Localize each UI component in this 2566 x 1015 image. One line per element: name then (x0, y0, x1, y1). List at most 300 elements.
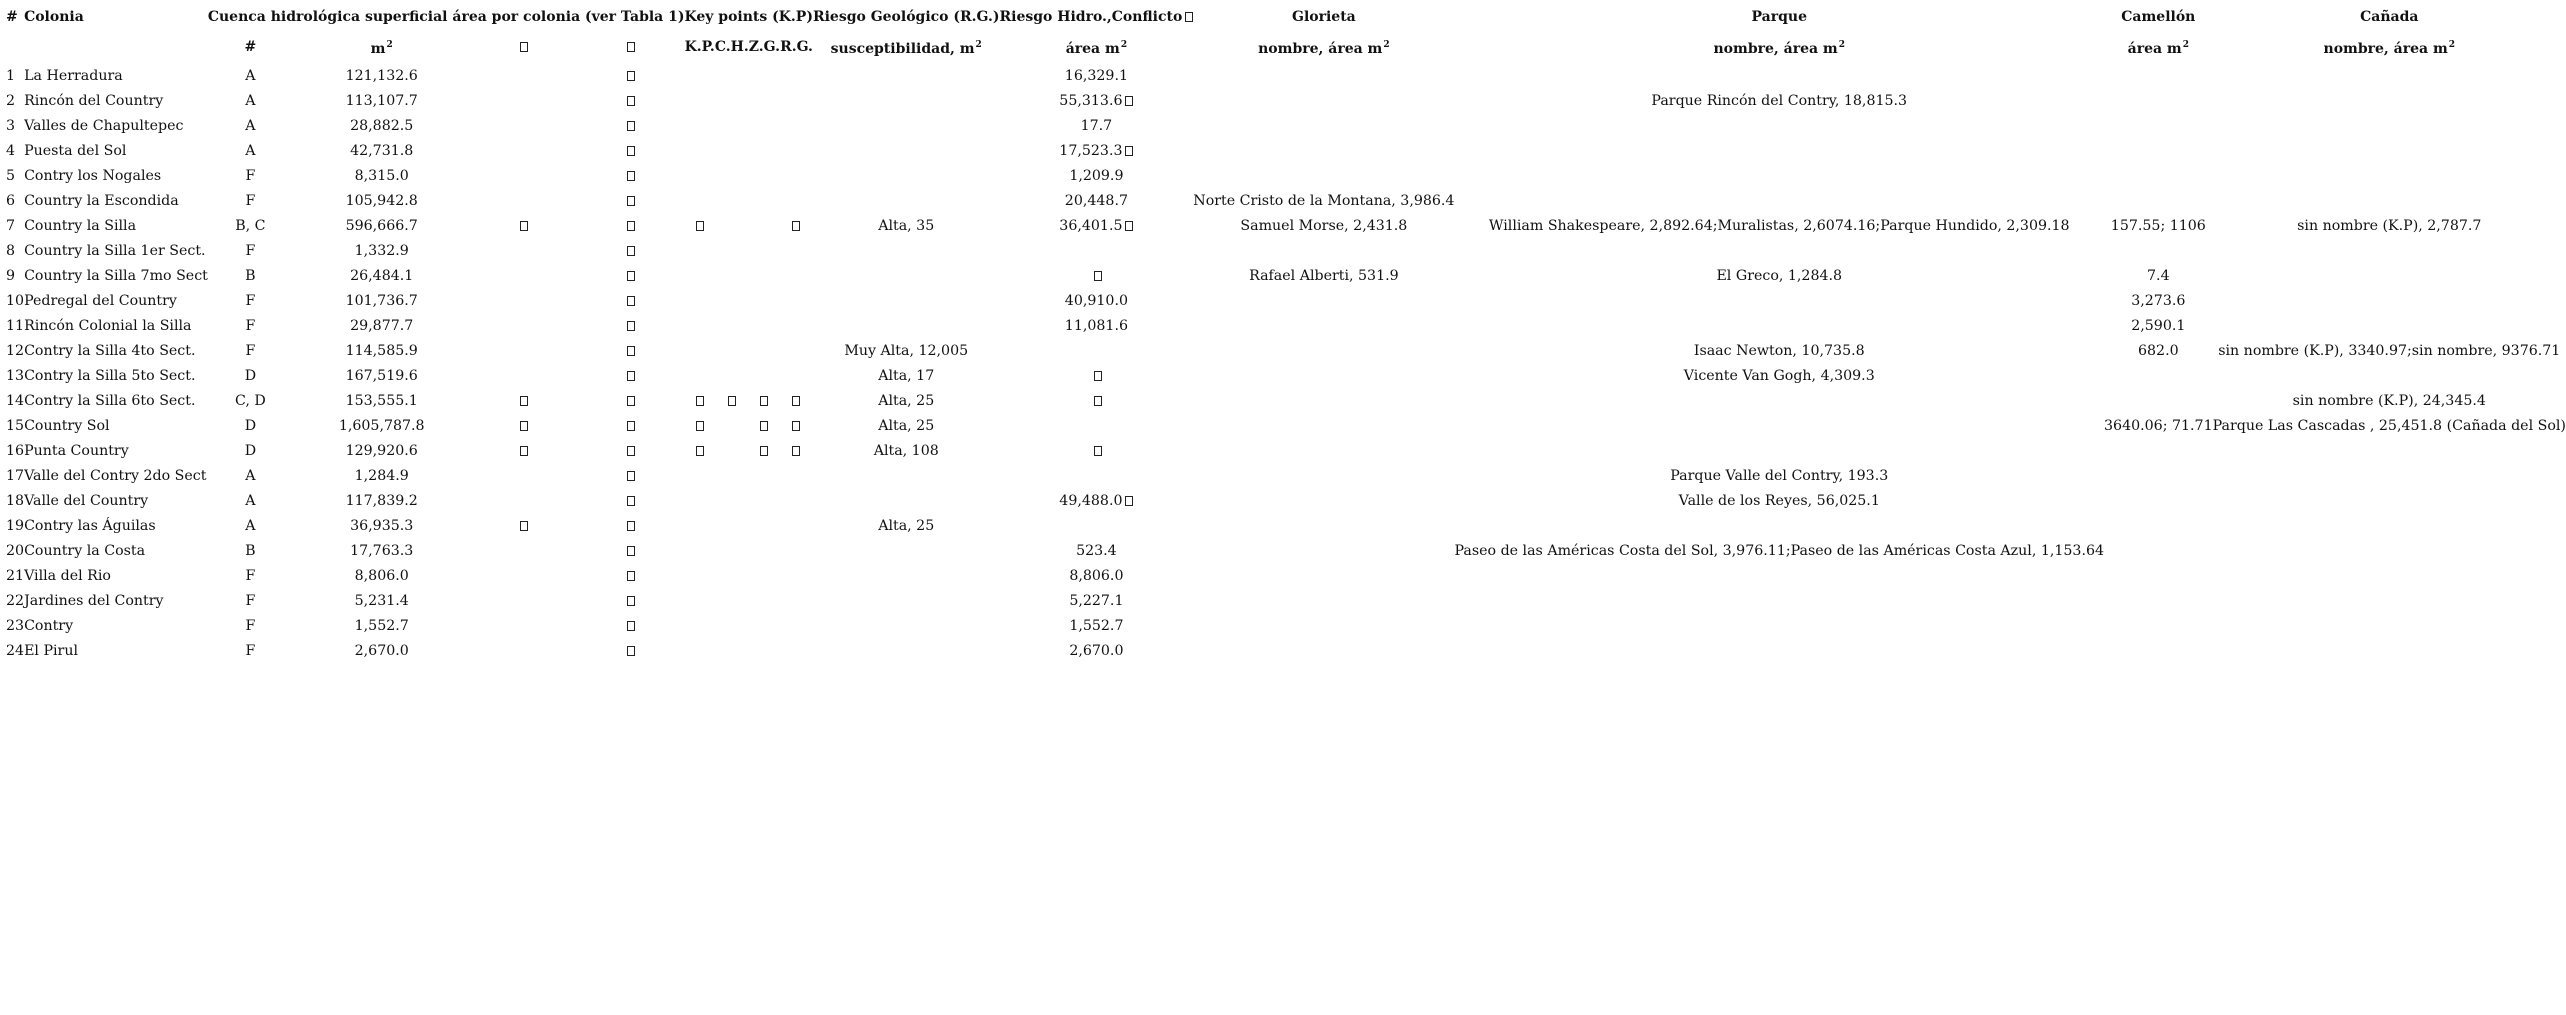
kp-box (685, 589, 715, 614)
cuenca-box-2 (577, 464, 684, 489)
camellon (2104, 189, 2213, 214)
rg-box (780, 639, 813, 664)
riesgo-geologico (813, 139, 1000, 164)
cuenca-box-2 (577, 414, 684, 439)
camellon (2104, 239, 2213, 264)
header-riesgo-hidro (1000, 4, 1194, 30)
cuenca-code: F (245, 568, 256, 584)
cuenca-area: 114,585.9 (345, 343, 418, 359)
checkbox-glyph (520, 221, 528, 231)
checkbox-glyph (627, 596, 635, 606)
colonia-name: Pedregal del Country (24, 293, 177, 309)
camellon (2104, 514, 2213, 539)
kp-box (685, 614, 715, 639)
ch-box (715, 439, 749, 464)
riesgo-hidro (1000, 189, 1194, 214)
checkbox-glyph (627, 246, 635, 256)
subheader-area-hidro (1000, 30, 1194, 64)
cuenca-box-2 (577, 614, 684, 639)
row-number: 16 (6, 443, 25, 459)
kp-box (685, 464, 715, 489)
unit-label: área m (1065, 41, 1120, 57)
cuenca-area: 29,877.7 (350, 318, 414, 334)
colonia-name: Country la Costa (24, 543, 146, 559)
rg-box (780, 64, 813, 89)
canada (2213, 564, 2566, 589)
ch-box (715, 339, 749, 364)
kp-box (685, 89, 715, 114)
cuenca-code: F (245, 618, 256, 634)
cuenca-area: 105,942.8 (345, 193, 418, 209)
riesgo-geologico (813, 289, 1000, 314)
checkbox-glyph (760, 446, 768, 456)
camellon (2104, 89, 2213, 114)
glorieta (1193, 589, 1454, 614)
cuenca-box-1 (470, 339, 577, 364)
cuenca-code: F (245, 193, 256, 209)
riesgo-geologico: Alta, 35 (878, 218, 935, 234)
cuenca-box-1 (470, 589, 577, 614)
checkbox-glyph (627, 521, 635, 531)
checkbox-glyph (792, 446, 800, 456)
riesgo-hidro (1000, 614, 1194, 639)
row-number: 19 (6, 518, 25, 534)
cuenca-area: 1,332.9 (354, 243, 409, 259)
subheader-parque-nombre (1454, 30, 2104, 64)
subheader-rg: R.G. (780, 39, 813, 55)
parque: El Greco, 1,284.8 (1716, 268, 1843, 284)
colonia-name: Valle del Contry 2do Sect (24, 468, 207, 484)
rg-box (780, 289, 813, 314)
riesgo-hidro (1000, 439, 1194, 464)
riesgo-hidro (1000, 339, 1194, 364)
rg-box (780, 364, 813, 389)
glorieta: Samuel Morse, 2,431.8 (1240, 218, 1408, 234)
cuenca-area: 8,315.0 (354, 168, 409, 184)
cuenca-code: D (244, 418, 257, 434)
riesgo-hidro-value: 49,488.0 (1059, 493, 1123, 509)
kp-box (685, 214, 715, 239)
zg-box (749, 314, 780, 339)
riesgo-hidro (1000, 364, 1194, 389)
checkbox-glyph (627, 571, 635, 581)
header-cuenca: Cuenca hidrológica superficial área por colonia (ver Tabla 1) (207, 9, 685, 25)
zg-box (749, 289, 780, 314)
glorieta (1193, 64, 1454, 89)
row-number: 13 (6, 368, 25, 384)
camellon: 3,273.6 (2131, 293, 2186, 309)
checkbox-glyph (627, 96, 635, 106)
canada (2213, 89, 2566, 114)
cuenca-box-1 (470, 139, 577, 164)
riesgo-hidro (1000, 64, 1194, 89)
ch-box (715, 514, 749, 539)
row-number: 17 (6, 468, 25, 484)
checkbox-glyph (1125, 96, 1133, 106)
colonia-name: El Pirul (24, 643, 79, 659)
cuenca-box-2 (577, 339, 684, 364)
ch-box (715, 364, 749, 389)
glorieta (1193, 489, 1454, 514)
cuenca-box-1 (470, 514, 577, 539)
row-number: 21 (6, 568, 25, 584)
table-row (6, 364, 2566, 389)
rg-box (780, 239, 813, 264)
riesgo-hidro (1000, 589, 1194, 614)
ch-box (715, 89, 749, 114)
unit-exponent: 2 (2182, 40, 2190, 50)
camellon: 7.4 (2147, 268, 2170, 284)
camellon: 3640.06; 71.71 (2104, 418, 2213, 434)
cuenca-area: 153,555.1 (345, 393, 418, 409)
cuenca-code: A (245, 468, 256, 484)
zg-box (749, 364, 780, 389)
riesgo-geologico: Alta, 25 (878, 418, 935, 434)
checkbox-glyph (728, 396, 736, 406)
subheader-cuenca-num: # (244, 39, 257, 55)
cuenca-box-1 (470, 64, 577, 89)
camellon (2104, 439, 2213, 464)
row-number: 14 (6, 393, 25, 409)
ch-box (715, 314, 749, 339)
zg-box (749, 389, 780, 414)
kp-box (685, 164, 715, 189)
riesgo-hidro-value: 11,081.6 (1064, 318, 1128, 334)
glorieta (1193, 314, 1454, 339)
riesgo-hidro-value: 1,552.7 (1069, 618, 1124, 634)
parque (1454, 564, 2104, 589)
camellon (2104, 164, 2213, 189)
header-row (6, 4, 2566, 30)
rg-box (780, 164, 813, 189)
table-row (6, 139, 2566, 164)
riesgo-geologico (813, 314, 1000, 339)
ch-box (715, 164, 749, 189)
cuenca-area: 8,806.0 (354, 568, 409, 584)
glorieta (1193, 539, 1454, 564)
unit-exponent: 2 (386, 40, 393, 50)
row-number: 20 (6, 543, 25, 559)
colonia-name: Country la Silla 1er Sect. (24, 243, 206, 259)
cuenca-code: D (244, 443, 257, 459)
camellon (2104, 564, 2213, 589)
riesgo-geologico (813, 164, 1000, 189)
subheader-camellon-area (2104, 30, 2213, 64)
cuenca-box-1 (470, 464, 577, 489)
ch-box (715, 539, 749, 564)
checkbox-glyph (792, 221, 800, 231)
header-canada: Cañada (2360, 9, 2419, 25)
riesgo-geologico (813, 64, 1000, 89)
cuenca-box-1 (470, 214, 577, 239)
table-row (6, 514, 2566, 539)
unit-label: susceptibilidad, m (830, 41, 975, 57)
rg-box (780, 589, 813, 614)
colonia-name: Contry (24, 618, 74, 634)
cuenca-box-1 (470, 264, 577, 289)
riesgo-geologico: Muy Alta, 12,005 (844, 343, 969, 359)
checkbox-glyph (1094, 446, 1102, 456)
cuenca-box-2 (577, 139, 684, 164)
riesgo-geologico: Alta, 25 (878, 518, 935, 534)
table-row (6, 64, 2566, 89)
header-camellon: Camellón (2121, 9, 2196, 25)
colonia-name: Contry las Águilas (24, 518, 156, 534)
zg-box (749, 264, 780, 289)
colonia-name: La Herradura (24, 68, 123, 84)
colonia-name: Rincón Colonial la Silla (24, 318, 192, 334)
cuenca-box-2 (577, 114, 684, 139)
zg-box (749, 589, 780, 614)
colonia-name: Contry la Silla 4to Sect. (24, 343, 196, 359)
zg-box (749, 189, 780, 214)
zg-box (749, 539, 780, 564)
colonias-table (6, 4, 2566, 664)
canada (2213, 314, 2566, 339)
checkbox-glyph (520, 42, 528, 52)
riesgo-hidro (1000, 539, 1194, 564)
canada (2213, 439, 2566, 464)
riesgo-hidro-value: 36,401.5 (1059, 218, 1123, 234)
colonia-name: Jardines del Contry (24, 593, 164, 609)
cuenca-area: 1,605,787.8 (338, 418, 425, 434)
table-row (6, 239, 2566, 264)
row-number: 9 (6, 268, 16, 284)
ch-box (715, 64, 749, 89)
glorieta (1193, 414, 1454, 439)
cuenca-box-2 (577, 264, 684, 289)
checkbox-glyph (627, 546, 635, 556)
cuenca-box-2 (577, 639, 684, 664)
glorieta (1193, 339, 1454, 364)
rg-box (780, 464, 813, 489)
cuenca-box-1 (470, 239, 577, 264)
cuenca-box-1 (470, 114, 577, 139)
table-row (6, 314, 2566, 339)
cuenca-box-2 (577, 314, 684, 339)
canada (2213, 514, 2566, 539)
cuenca-code: F (245, 343, 256, 359)
glorieta (1193, 239, 1454, 264)
rg-box (780, 314, 813, 339)
camellon (2104, 389, 2213, 414)
rg-box (780, 139, 813, 164)
parque (1454, 239, 2104, 264)
row-number: 11 (6, 318, 25, 334)
cuenca-box-1 (470, 639, 577, 664)
checkbox-glyph (696, 396, 704, 406)
camellon (2104, 64, 2213, 89)
riesgo-hidro (1000, 239, 1194, 264)
colonia-name: Valles de Chapultepec (24, 118, 184, 134)
glorieta (1193, 89, 1454, 114)
zg-box (749, 514, 780, 539)
kp-box (685, 389, 715, 414)
kp-box (685, 439, 715, 464)
checkbox-glyph (1125, 221, 1133, 231)
ch-box (715, 264, 749, 289)
riesgo-hidro (1000, 89, 1194, 114)
checkbox-glyph (627, 271, 635, 281)
ch-box (715, 639, 749, 664)
cuenca-code: F (245, 243, 256, 259)
table-row (6, 114, 2566, 139)
row-number: 6 (6, 193, 16, 209)
ch-box (715, 489, 749, 514)
riesgo-geologico (813, 114, 1000, 139)
cuenca-area: 113,107.7 (345, 93, 418, 109)
subheader-glorieta-nombre (1193, 30, 1454, 64)
checkbox-glyph (1094, 396, 1102, 406)
cuenca-code: A (245, 518, 256, 534)
ch-box (715, 214, 749, 239)
subheader-row (6, 30, 2566, 64)
rg-box (780, 189, 813, 214)
table-row (6, 189, 2566, 214)
camellon (2104, 614, 2213, 639)
unit-label: nombre, área m (2323, 41, 2448, 57)
cuenca-box-2 (577, 564, 684, 589)
kp-box (685, 364, 715, 389)
kp-box (685, 189, 715, 214)
row-number: 7 (6, 218, 16, 234)
cuenca-box-2 (577, 214, 684, 239)
cuenca-box-1 (470, 89, 577, 114)
colonia-name: Puesta del Sol (24, 143, 127, 159)
cuenca-code: F (245, 593, 256, 609)
canada (2213, 464, 2566, 489)
cuenca-box-1 (470, 614, 577, 639)
camellon (2104, 639, 2213, 664)
cuenca-box-2 (577, 189, 684, 214)
zg-box (749, 464, 780, 489)
ch-box (715, 414, 749, 439)
camellon: 157.55; 1106 (2110, 218, 2206, 234)
riesgo-geologico (813, 639, 1000, 664)
glorieta (1193, 464, 1454, 489)
colonia-name: Rincón del Country (24, 93, 164, 109)
cuenca-area: 2,670.0 (354, 643, 409, 659)
cuenca-code: B (245, 268, 256, 284)
riesgo-geologico (813, 614, 1000, 639)
riesgo-hidro (1000, 264, 1194, 289)
table-row (6, 339, 2566, 364)
cuenca-box-1 (470, 539, 577, 564)
parque (1454, 589, 2104, 614)
parque (1454, 289, 2104, 314)
rg-box (780, 214, 813, 239)
parque: Vicente Van Gogh, 4,309.3 (1683, 368, 1875, 384)
kp-box (685, 114, 715, 139)
kp-box (685, 564, 715, 589)
riesgo-hidro (1000, 314, 1194, 339)
checkbox-glyph (1125, 496, 1133, 506)
cuenca-box-2 (577, 239, 684, 264)
header-key-points: Key points (K.P) (684, 9, 813, 25)
parque (1454, 614, 2104, 639)
cuenca-box-2 (577, 589, 684, 614)
unit-exponent: 2 (1838, 40, 1846, 50)
parque: Valle de los Reyes, 56,025.1 (1678, 493, 1880, 509)
canada (2213, 164, 2566, 189)
colonia-name: Contry los Nogales (24, 168, 162, 184)
riesgo-hidro (1000, 114, 1194, 139)
canada (2213, 614, 2566, 639)
row-number: 22 (6, 593, 25, 609)
header-parque: Parque (1751, 9, 1807, 25)
rg-box (780, 339, 813, 364)
cuenca-code: D (244, 368, 257, 384)
camellon (2104, 589, 2213, 614)
kp-box (685, 514, 715, 539)
riesgo-hidro (1000, 639, 1194, 664)
cuenca-code: F (245, 318, 256, 334)
checkbox-glyph (520, 396, 528, 406)
zg-box (749, 89, 780, 114)
rg-box (780, 489, 813, 514)
kp-box (685, 64, 715, 89)
checkbox-glyph (627, 321, 635, 331)
row-number: 5 (6, 168, 16, 184)
subheader-kp: K.P. (684, 39, 715, 55)
kp-box (685, 339, 715, 364)
checkbox-glyph (627, 42, 635, 52)
checkbox-glyph (627, 346, 635, 356)
riesgo-hidro (1000, 289, 1194, 314)
canada (2213, 264, 2566, 289)
glorieta (1193, 639, 1454, 664)
checkbox-glyph (627, 421, 635, 431)
canada: sin nombre (K.P), 24,345.4 (2292, 393, 2486, 409)
unit-label: m (370, 41, 386, 57)
cuenca-box-1 (470, 439, 577, 464)
rg-box (780, 414, 813, 439)
cuenca-box-2 (577, 164, 684, 189)
checkbox-glyph (1125, 146, 1133, 156)
cuenca-area: 42,731.8 (350, 143, 414, 159)
parque (1454, 439, 2104, 464)
table-row (6, 589, 2566, 614)
riesgo-hidro-value: 5,227.1 (1069, 593, 1124, 609)
colonia-name: Contry la Silla 6to Sect. (24, 393, 196, 409)
header-colonia: Colonia (24, 9, 84, 25)
riesgo-hidro (1000, 464, 1194, 489)
cuenca-area: 101,736.7 (345, 293, 418, 309)
camellon: 682.0 (2138, 343, 2179, 359)
canada: sin nombre (K.P), 2,787.7 (2297, 218, 2482, 234)
kp-box (685, 289, 715, 314)
canada (2213, 239, 2566, 264)
zg-box (749, 239, 780, 264)
camellon (2104, 139, 2213, 164)
parque: William Shakespeare, 2,892.64;Muralistas, 2,6074.16;Parque Hundido, 2,309.18 (1488, 218, 2070, 234)
cuenca-area: 28,882.5 (350, 118, 414, 134)
ch-box (715, 289, 749, 314)
zg-box (749, 64, 780, 89)
kp-box (685, 264, 715, 289)
checkbox-glyph (696, 421, 704, 431)
parque: Paseo de las Américas Costa del Sol, 3,976.11;Paseo de las Américas Costa Azul, 1,153.64 (1454, 543, 2105, 559)
rg-box (780, 514, 813, 539)
ch-box (715, 189, 749, 214)
glorieta (1193, 289, 1454, 314)
checkbox-glyph (520, 521, 528, 531)
colonia-name: Country la Silla 7mo Sect (24, 268, 208, 284)
checkbox-glyph (627, 646, 635, 656)
zg-box (749, 564, 780, 589)
checkbox-glyph (627, 71, 635, 81)
rg-box (780, 114, 813, 139)
